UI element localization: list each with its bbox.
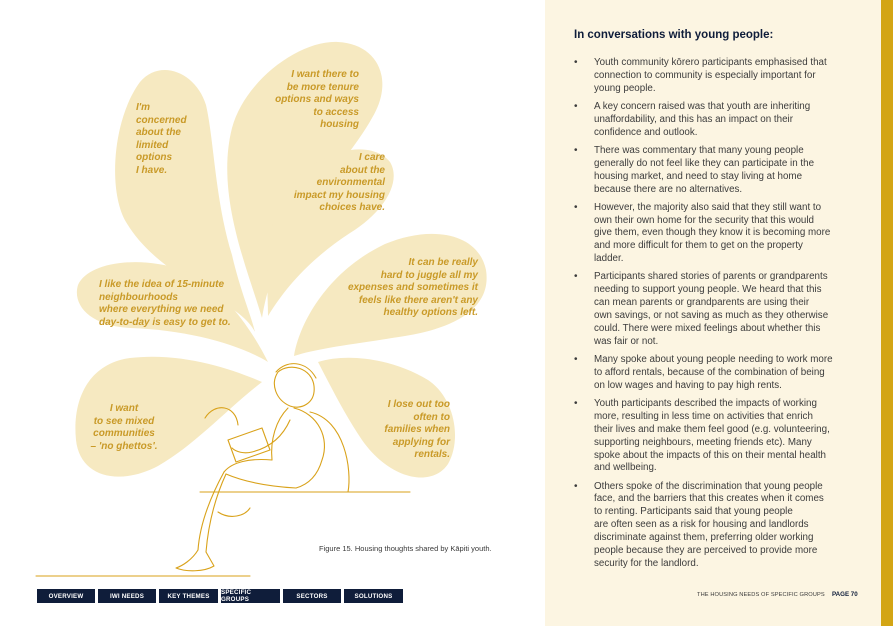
list-item-text: A key concern raised was that youth are inheriting unaffordability, and this has an impact on their confidence and outlook.	[594, 100, 811, 138]
chair-outline	[310, 412, 349, 492]
bullet-marker: •	[574, 353, 578, 365]
list-item-text: Youth participants described the impacts of working more, resulting in less time on activities that enrich their lives and make them feel good (e.g. volunteering, supporting neighbours, meeting friends etc). Many spoke about the impacts of this on their mental health and wellbeing.	[594, 397, 830, 474]
bullet-marker: •	[574, 144, 578, 156]
nav-sectors[interactable]: SECTORS	[283, 589, 341, 603]
list-item	[574, 57, 874, 96]
list-item-text: Others spoke of the discrimination that young people face, and the barriers that this creates when it comes to renting. Participants said that young people are often seen as a risk for housing and landlords discriminate against them, preferring older working people because they are perceived to provide more security for the landlord.	[594, 480, 824, 569]
figure-front	[272, 408, 288, 460]
quote-rentals: I lose out too often to families when applying for rentals.	[384, 399, 450, 460]
gold-edge-stripe	[881, 0, 893, 626]
list-item-text: Participants shared stories of parents or grandparents needing to support young people. We heard that this can mean parents or grandparents are using their own savings, or not saving as much as they otherwise could. There were mixed feelings about whether this was fair or not.	[594, 271, 829, 347]
figure-legs	[224, 460, 296, 489]
section-heading: In conversations with young people:	[574, 29, 774, 41]
list-item-text: Youth community kōrero participants emphasised that connection to community is especially important for young people.	[594, 57, 827, 94]
bullet-marker: •	[574, 397, 578, 409]
list-item	[574, 271, 874, 348]
figure-lower-legs	[198, 472, 226, 552]
list-item	[574, 101, 874, 140]
figure-head	[274, 367, 314, 407]
nav-specific-groups[interactable]: SPECIFIC GROUPS	[221, 589, 280, 603]
quote-concerned: I'm concerned about the limited options I have.	[136, 102, 187, 176]
bullet-marker: •	[574, 100, 578, 112]
figure-caption: Figure 15. Housing thoughts shared by Kāpiti youth.	[319, 544, 492, 553]
quote-neighbourhoods: I like the idea of 15-minute neighbourhoods where everything we need day-to-day is easy to get to.	[99, 279, 231, 328]
list-item-text: However, the majority also said that they still want to own their own home for the security that this would give them, even though they know it is becoming more and more difficult for them to get on the property ladder.	[594, 201, 831, 265]
figure-book	[228, 428, 270, 462]
figure-back	[294, 408, 324, 488]
list-item-text: There was commentary that many young people generally do not feel like they can participate in the housing market, and need to stay living at home because there are no alternatives.	[594, 144, 815, 195]
bullet-marker: •	[574, 271, 578, 283]
bullet-marker: •	[574, 201, 578, 213]
list-item	[574, 354, 874, 393]
quote-environment: I care about the environmental impact my housing choices have.	[293, 152, 385, 213]
nav-solutions[interactable]: SOLUTIONS	[344, 589, 403, 603]
figure-shoes	[176, 550, 214, 571]
list-item	[574, 145, 874, 197]
nav-overview[interactable]: OVERVIEW	[37, 589, 95, 603]
page-number: PAGE 70	[832, 591, 858, 598]
bullet-marker: •	[574, 480, 578, 492]
list-item	[574, 398, 874, 475]
quote-expenses: It can be really hard to juggle all my expenses and sometimes it feels like there aren't any healthy options left.	[347, 257, 478, 318]
nav-key-themes[interactable]: KEY THEMES	[159, 589, 218, 603]
bullet-marker: •	[574, 57, 578, 68]
findings-list	[574, 57, 874, 576]
quote-tenure: I want there to be more tenure options and ways to access housing	[275, 69, 359, 130]
list-item-text: Many spoke about young people needing to work more to afford rentals, because of the combination of being on low wages and having to pay high rents.	[594, 353, 833, 391]
list-item	[574, 202, 874, 267]
figure-arm	[232, 420, 290, 453]
quote-mixed-communities: I want to see mixed communities – 'no ghettos'.	[90, 403, 158, 452]
running-footer: THE HOUSING NEEDS OF SPECIFIC GROUPS	[697, 592, 825, 598]
nav-iwi-needs[interactable]: IWI NEEDS	[98, 589, 156, 603]
list-item	[574, 481, 874, 571]
